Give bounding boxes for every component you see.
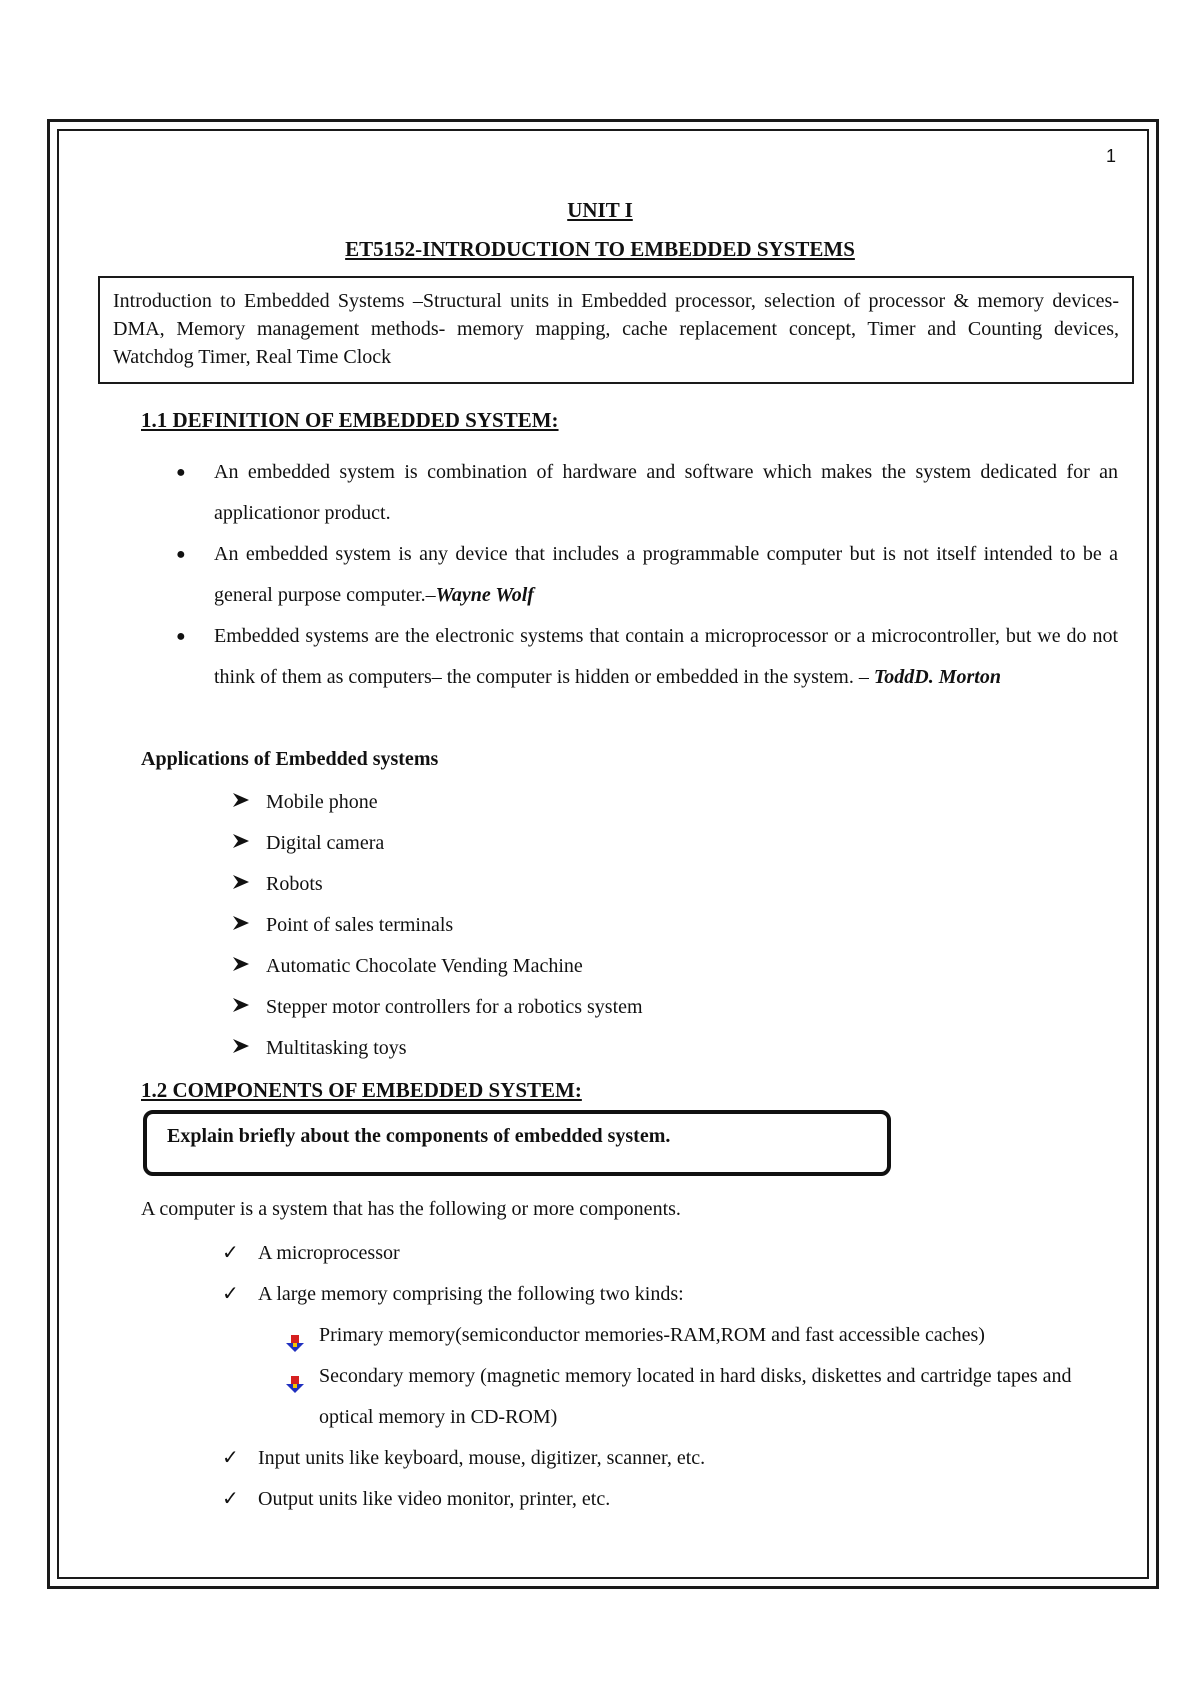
application-label: Stepper motor controllers for a robotics system	[266, 996, 643, 1018]
application-label: Multitasking toys	[266, 1037, 407, 1059]
checkmark-icon: ✓	[222, 1447, 239, 1469]
unit-title: UNIT I	[567, 198, 633, 222]
arrowhead-bullet-icon	[232, 823, 266, 864]
course-title: ET5152-INTRODUCTION TO EMBEDDED SYSTEMS	[345, 237, 855, 261]
section-heading-components: 1.2 COMPONENTS OF EMBEDDED SYSTEM:	[141, 1078, 582, 1102]
list-item	[232, 864, 643, 905]
list-item	[232, 987, 643, 1028]
arrowhead-bullet-icon	[232, 1028, 266, 1069]
definition-text: An embedded system is any device that includes a programmable computer but is not itself intended to be a general purpose computer.–	[214, 543, 1118, 606]
arrowhead-bullet-icon	[232, 782, 266, 823]
colored-down-arrow-icon	[285, 1368, 305, 1409]
component-label: Output units like video monitor, printer, etc.	[258, 1488, 611, 1510]
application-label: Point of sales terminals	[266, 914, 454, 936]
bullet-dot-icon: ●	[176, 546, 186, 563]
checkmark-icon: ✓	[222, 1488, 239, 1510]
arrowhead-bullet-icon	[232, 987, 266, 1028]
list-item	[222, 1233, 684, 1274]
application-label: Automatic Chocolate Vending Machine	[266, 955, 583, 977]
list-item	[232, 946, 643, 987]
arrowhead-bullet-icon	[232, 946, 266, 987]
components-list-continued	[222, 1438, 705, 1520]
components-list	[222, 1233, 684, 1315]
definition-list	[170, 452, 1118, 698]
list-item	[232, 823, 643, 864]
list-item	[222, 1274, 684, 1315]
definition-attribution: Wayne Wolf	[435, 584, 534, 606]
arrowhead-bullet-icon	[232, 905, 266, 946]
list-item	[222, 1438, 705, 1479]
arrowhead-bullet-icon	[232, 864, 266, 905]
component-label: Input units like keyboard, mouse, digitizer, scanner, etc.	[258, 1447, 706, 1469]
list-item	[232, 782, 643, 823]
section-heading-definition: 1.1 DEFINITION OF EMBEDDED SYSTEM:	[141, 408, 559, 432]
list-item	[170, 452, 1118, 534]
bullet-dot-icon: ●	[176, 464, 186, 481]
application-label: Digital camera	[266, 832, 385, 854]
syllabus-box: Introduction to Embedded Systems –Structural units in Embedded processor, selection of processor & memory devices- DMA, Memory management methods- memory mapping, cache replacement concept, Timer and Counting devices, Watchdog Timer, Real Time Clock	[98, 276, 1134, 384]
list-item	[170, 534, 1118, 616]
definition-attribution: ToddD. Morton	[873, 666, 1001, 688]
list-item	[232, 905, 643, 946]
list-item	[170, 616, 1118, 698]
applications-heading: Applications of Embedded systems	[141, 748, 439, 770]
list-item	[222, 1479, 705, 1520]
definition-text: An embedded system is combination of hardware and software which makes the system dedicated for an applicationor product.	[214, 461, 1118, 524]
checkmark-icon: ✓	[222, 1242, 239, 1264]
list-item	[283, 1315, 1123, 1356]
definition-text: Embedded systems are the electronic systems that contain a microprocessor or a microcontroller, but we do not think of them as computers– the computer is hidden or embedded in the system. –	[214, 625, 1118, 688]
page-number: 1	[1106, 146, 1117, 166]
list-item	[283, 1356, 1123, 1438]
components-intro: A computer is a system that has the following or more components.	[141, 1198, 681, 1220]
component-label: A large memory comprising the following two kinds:	[258, 1283, 684, 1305]
memory-kinds-list	[283, 1315, 1123, 1438]
checkmark-icon: ✓	[222, 1283, 239, 1305]
bullet-dot-icon: ●	[176, 628, 186, 645]
application-label: Mobile phone	[266, 791, 378, 813]
component-label: A microprocessor	[258, 1242, 400, 1264]
question-box: Explain briefly about the components of embedded system.	[143, 1110, 891, 1176]
list-item	[232, 1028, 643, 1069]
memory-kind-text: Secondary memory (magnetic memory located in hard disks, diskettes and cartridge tapes and optical memory in CD-ROM)	[319, 1365, 1072, 1428]
memory-kind-text: Primary memory(semiconductor memories-RAM,ROM and fast accessible caches)	[319, 1324, 985, 1346]
application-label: Robots	[266, 873, 323, 895]
applications-list	[232, 782, 643, 1069]
